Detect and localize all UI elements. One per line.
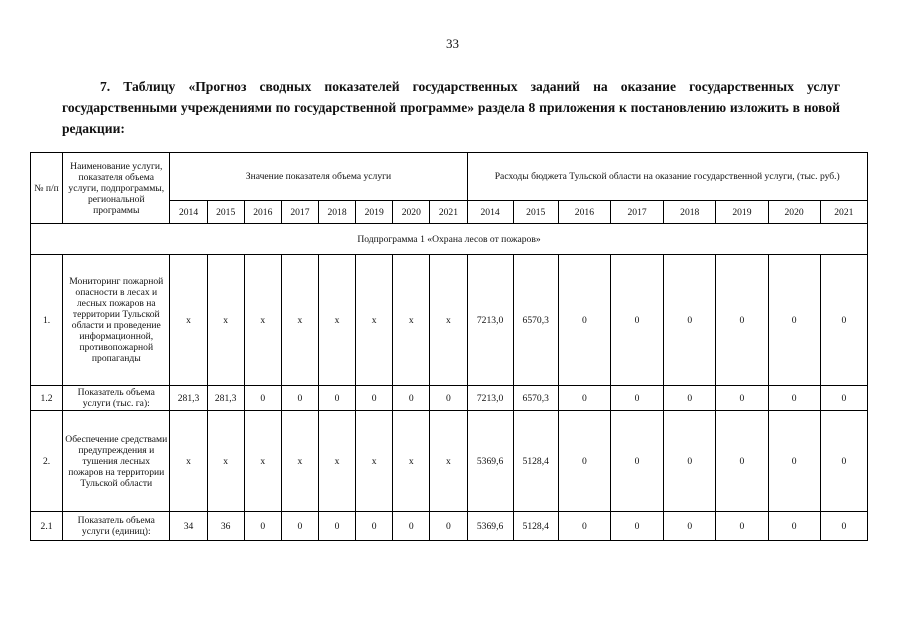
row-number: 2. [31,411,63,512]
budget-year-2019: 2019 [716,201,768,224]
budget-cell: 7213,0 [467,255,513,386]
group-header-budget: Расходы бюджета Тульской области на оказание государственной услуги, (тыс. руб.) [467,153,868,201]
budget-cell: 0 [610,386,663,411]
row-number: 1. [31,255,63,386]
budget-cell: 5369,6 [467,411,513,512]
page-number: 33 [446,36,459,51]
volume-cell: 0 [281,512,318,541]
budget-cell: 0 [716,411,768,512]
budget-cell: 0 [820,386,867,411]
volume-year-2021: 2021 [430,201,467,224]
volume-cell: 0 [281,386,318,411]
budget-cell: 0 [768,411,820,512]
volume-year-2015: 2015 [207,201,244,224]
volume-year-2019: 2019 [356,201,393,224]
budget-cell: 0 [820,512,867,541]
row-name: Мониторинг пожарной опасности в лесах и лесных пожаров на территории Тульской области и проведение информационной, противопожарной пропаганды [63,255,170,386]
budget-cell: 5128,4 [513,512,558,541]
volume-cell: x [207,255,244,386]
budget-cell: 6570,3 [513,386,558,411]
volume-year-2014: 2014 [170,201,207,224]
volume-cell: x [170,255,207,386]
volume-cell: x [356,255,393,386]
volume-year-2020: 2020 [393,201,430,224]
volume-cell: 36 [207,512,244,541]
budget-cell: 0 [716,512,768,541]
budget-cell: 0 [716,386,768,411]
volume-cell: 0 [244,386,281,411]
volume-cell: 281,3 [170,386,207,411]
budget-year-2015: 2015 [513,201,558,224]
col-header-name: Наименование услуги, показателя объема услуги, подпрограммы, региональной программы [63,153,170,224]
table-row [31,411,868,512]
intro-paragraph: 7. Таблицу «Прогноз сводных показателей государственных заданий на оказание государственных услуг государственными учреждениями по государственной программе» раздела 8 приложения к постановлению изложить в новой редакции: [62,79,840,136]
volume-cell: x [244,411,281,512]
budget-year-2016: 2016 [558,201,610,224]
row-number: 2.1 [31,512,63,541]
budget-cell: 0 [820,255,867,386]
volume-cell: 0 [430,512,467,541]
budget-cell: 0 [558,512,610,541]
budget-year-2020: 2020 [768,201,820,224]
table-row [31,255,868,386]
volume-cell: 0 [318,386,355,411]
row-name: Показатель объема услуги (единиц): [63,512,170,541]
row-name: Показатель объема услуги (тыс. га): [63,386,170,411]
table-row [31,512,868,541]
forecast-table [30,152,868,541]
budget-cell: 5128,4 [513,411,558,512]
budget-cell: 0 [610,512,663,541]
budget-cell: 0 [768,512,820,541]
budget-cell: 5369,6 [467,512,513,541]
volume-cell: 0 [430,386,467,411]
budget-year-2021: 2021 [820,201,867,224]
volume-cell: x [170,411,207,512]
volume-cell: x [281,411,318,512]
budget-cell: 0 [610,255,663,386]
budget-cell: 7213,0 [467,386,513,411]
volume-cell: x [207,411,244,512]
col-header-no: № п/п [31,153,63,224]
budget-cell: 0 [558,255,610,386]
budget-cell: 0 [820,411,867,512]
budget-cell: 0 [664,512,716,541]
volume-year-2017: 2017 [281,201,318,224]
budget-year-2018: 2018 [664,201,716,224]
volume-year-2016: 2016 [244,201,281,224]
volume-cell: x [281,255,318,386]
volume-cell: 0 [393,512,430,541]
budget-year-2014: 2014 [467,201,513,224]
budget-cell: 6570,3 [513,255,558,386]
budget-cell: 0 [558,386,610,411]
volume-cell: x [430,411,467,512]
budget-cell: 0 [664,255,716,386]
volume-cell: x [318,411,355,512]
budget-cell: 0 [716,255,768,386]
budget-cell: 0 [558,411,610,512]
row-number: 1.2 [31,386,63,411]
volume-cell: x [430,255,467,386]
volume-cell: x [356,411,393,512]
volume-cell: 0 [356,512,393,541]
volume-cell: 0 [318,512,355,541]
table-row [31,386,868,411]
volume-cell: 0 [356,386,393,411]
budget-cell: 0 [664,386,716,411]
budget-cell: 0 [768,386,820,411]
volume-cell: 34 [170,512,207,541]
row-name: Обеспечение средствами предупреждения и тушения лесных пожаров на территории Тульской области [63,411,170,512]
volume-cell: x [318,255,355,386]
group-header-volume: Значение показателя объема услуги [170,153,467,201]
volume-cell: 0 [393,386,430,411]
volume-cell: x [244,255,281,386]
budget-cell: 0 [768,255,820,386]
subprogram-title: Подпрограмма 1 «Охрана лесов от пожаров» [31,224,868,255]
budget-cell: 0 [664,411,716,512]
volume-cell: x [393,411,430,512]
volume-cell: x [393,255,430,386]
volume-year-2018: 2018 [318,201,355,224]
volume-cell: 0 [244,512,281,541]
budget-year-2017: 2017 [610,201,663,224]
budget-cell: 0 [610,411,663,512]
volume-cell: 281,3 [207,386,244,411]
